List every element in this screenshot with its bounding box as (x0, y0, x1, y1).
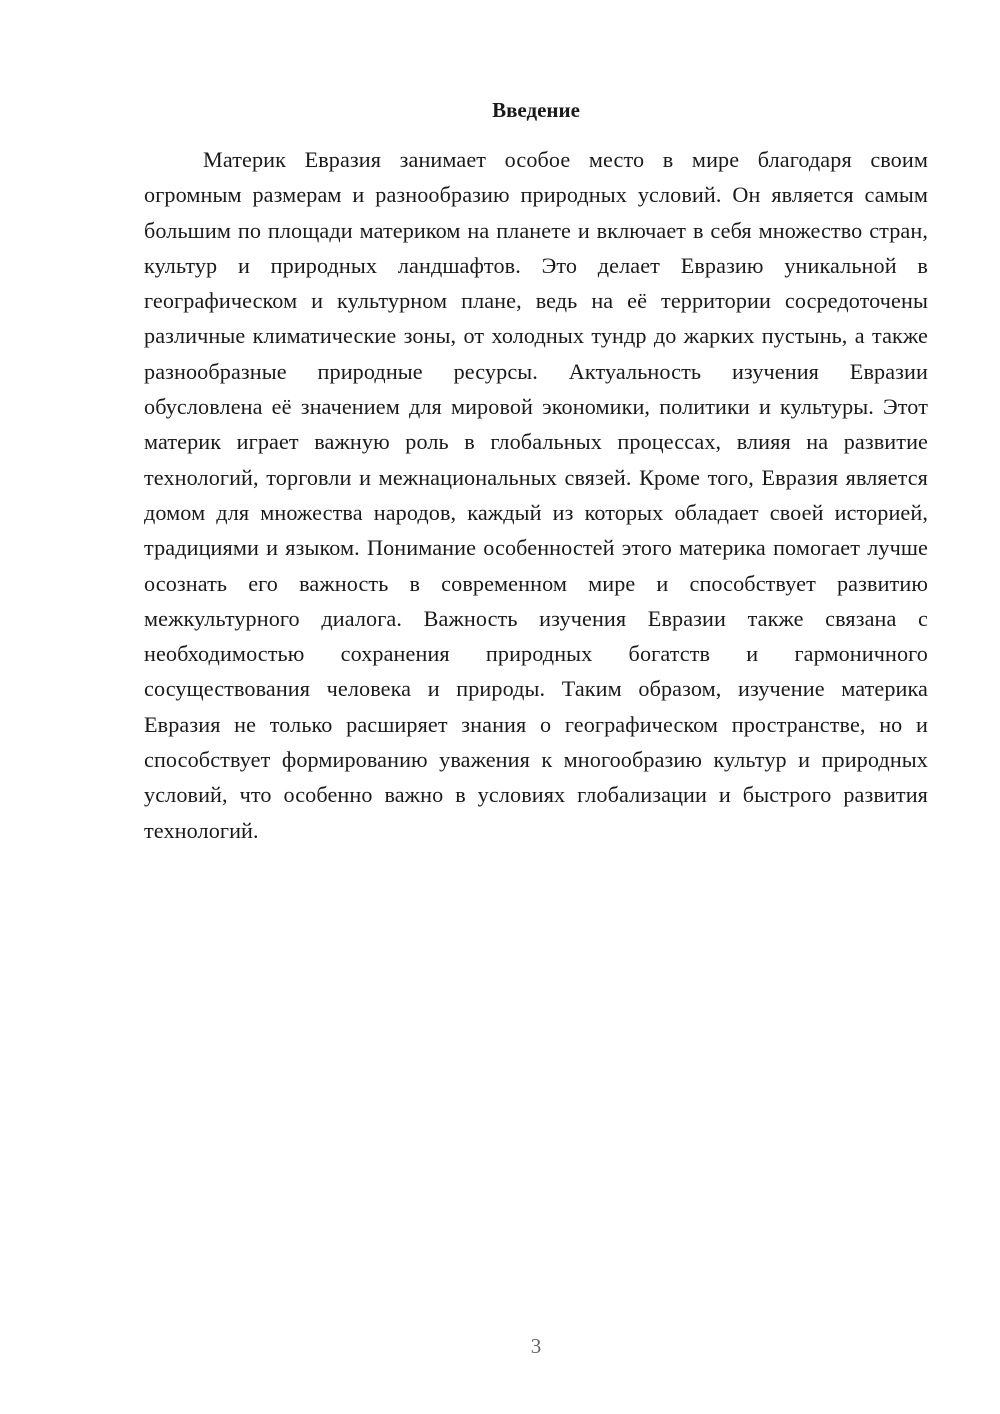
body-paragraph: Материк Евразия занимает особое место в мире благодаря своим огромным размерам и разнообразию природных условий. Он является самым большим по площади материком на планете и включает в себя множество стран, культур и природных ландшафтов. Это делает Евразию уникальной в географическом и культурном плане, ведь на её территории сосредоточены различные климатические зоны, от холодных тундр до жарких пустынь, а также разнообразные природные ресурсы. Актуальность изучения Евразии обусловлена её значением для мировой экономики, политики и культуры. Этот материк играет важную роль в глобальных процессах, влияя на развитие технологий, торговли и межнациональных связей. Кроме того, Евразия является домом для множества народов, каждый из которых обладает своей историей, традициями и языком. Понимание особенностей этого материка помогает лучше осознать его важность в современном мире и способствует развитию межкультурного диалога. Важность изучения Евразии также связана с необходимостью сохранения природных богатств и гармоничного сосуществования человека и природы. Таким образом, изучение материка Евразия не только расширяет знания о географическом пространстве, но и способствует формированию уважения к многообразию культур и природных условий, что особенно важно в условиях глобализации и быстрого развития технологий. (144, 147, 928, 843)
page-number: 3 (530, 1334, 542, 1358)
section-heading: Введение (492, 98, 580, 122)
